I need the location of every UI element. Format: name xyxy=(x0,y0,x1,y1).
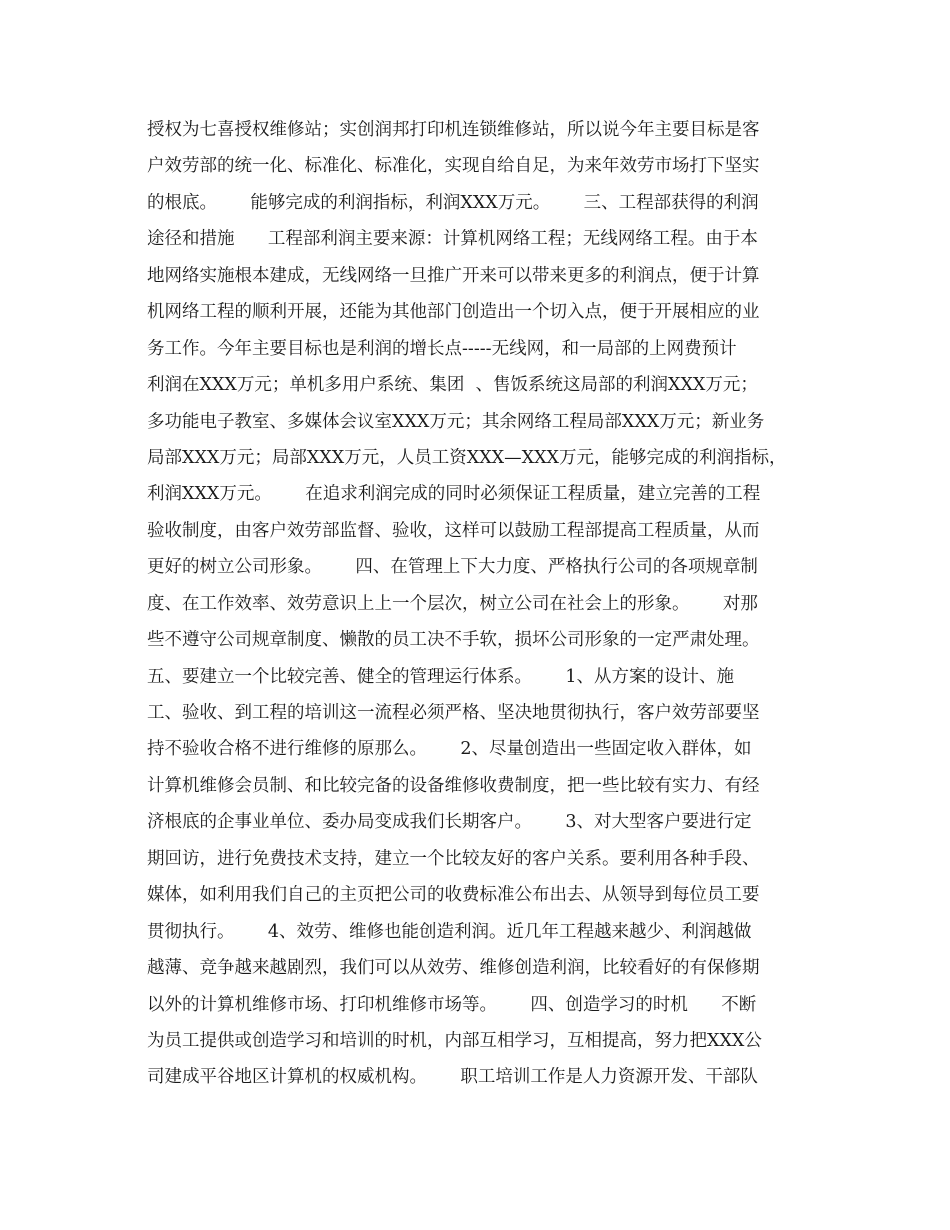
text-line: 途径和措施 工程部利润主要来源：计算机网络工程；无线网络工程。由于本 xyxy=(147,229,758,250)
text-line: 多功能电子教室、多媒体会议室XXX万元；其余网络工程局部XXX万元；新业务 xyxy=(147,411,765,432)
text-line: 务工作。今年主要目标也是利润的增长点-----无线网，和一局部的上网费预计 xyxy=(147,338,737,359)
text-line: 局部XXX万元；局部XXX万元，人员工资XXX—XXX万元，能够完成的利润指标， xyxy=(147,447,787,468)
text-line: 司建成平谷地区计算机的权威机构。 职工培训工作是人力资源开发、干部队 xyxy=(147,1067,758,1088)
text-line: 户效劳部的统一化、标准化、标准化，实现自给自足，为来年效劳市场打下坚实 xyxy=(147,156,760,177)
text-line: 越薄、竞争越来越剧烈，我们可以从效劳、维修创造利润，比较看好的有保修期 xyxy=(147,958,760,979)
text-line: 媒体，如利用我们自己的主页把公司的收费标准公布出去、从领导到每位员工要 xyxy=(147,885,760,906)
text-line: 五、要建立一个比较完善、健全的管理运行体系。 1、从方案的设计、施 xyxy=(147,666,735,687)
text-line: 济根底的企事业单位、委办局变成我们长期客户。 3、对大型客户要进行定 xyxy=(147,812,752,833)
text-line: 贯彻执行。 4、效劳、维修也能创造利润。近几年工程越来越少、利润越做 xyxy=(147,921,752,942)
text-line: 计算机维修会员制、和比较完备的设备维修收费制度，把一些比较有实力、有经 xyxy=(147,775,760,796)
body-text xyxy=(147,112,827,1096)
text-line: 地网络实施根本建成，无线网络一旦推广开来可以带来更多的利润点，便于计算 xyxy=(147,265,760,286)
text-line: 工、验收、到工程的培训这一流程必须严格、坚决地贯彻执行，客户效劳部要坚 xyxy=(147,703,760,723)
text-line: 期回访，进行免费技术支持，建立一个比较友好的客户关系。要利用各种手段、 xyxy=(147,848,760,869)
text-line: 度、在工作效率、效劳意识上上一个层次，树立公司在社会上的形象。 对那 xyxy=(147,593,758,614)
text-line: 持不验收合格不进行维修的原那么。 2、尽量创造出一些固定收入群体，如 xyxy=(147,739,752,760)
text-line: 验收制度，由客户效劳部监督、验收，这样可以鼓励工程部提高工程质量，从而 xyxy=(147,520,760,541)
text-line: 以外的计算机维修市场、打印机维修市场等。 四、创造学习的时机 不断 xyxy=(147,994,757,1015)
text-line: 利润在XXX万元；单机多用户系统、集团 、售饭系统这局部的利润XXX万元； xyxy=(147,375,758,396)
text-line: 些不遵守公司规章制度、懒散的员工决不手软，损坏公司形象的一定严肃处理。 xyxy=(147,630,760,651)
text-line: 更好的树立公司形象。 四、在管理上下大力度、严格执行公司的各项规章制 xyxy=(147,557,758,578)
text-line: 机网络工程的顺利开展，还能为其他部门创造出一个切入点，便于开展相应的业 xyxy=(147,302,760,323)
text-line: 的根底。 能够完成的利润指标，利润XXX万元。 三、工程部获得的利润 xyxy=(147,192,759,213)
text-line: 授权为七喜授权维修站；实创润邦打印机连锁维修站，所以说今年主要目标是客 xyxy=(147,120,760,140)
text-line: 利润XXX万元。 在追求利润完成的同时必须保证工程质量，建立完善的工程 xyxy=(147,484,761,505)
text-line: 为员工提供或创造学习和培训的时机，内部互相学习，互相提高，努力把XXX公 xyxy=(147,1030,762,1051)
